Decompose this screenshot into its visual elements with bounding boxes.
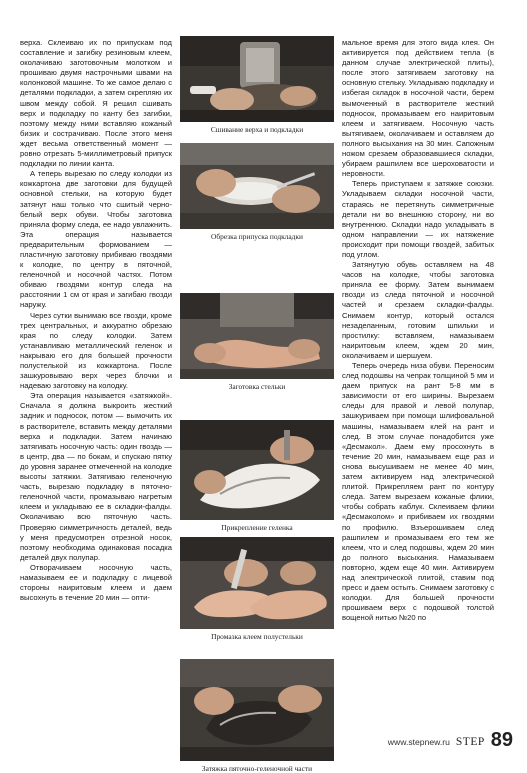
photo-trimming xyxy=(180,143,334,229)
photo-caption: Заготовка стельки xyxy=(228,382,286,391)
photo-caption: Сшивание верха и подкладки xyxy=(210,125,304,134)
photo-caption: Промазка клеем полустельки xyxy=(211,632,303,641)
magazine-brand: STEP xyxy=(455,736,485,748)
page-footer xyxy=(388,728,513,750)
paragraph: Теперь приступаем к затяжке союзки. Укладываем складки носочной части, стараясь не перетянуть симметричные детали ни во внешнюю сторону, ни во внутреннюю. Складки надо укладывать в одном направлении — их натяжение происходит при помощи гвоздей, забитых под углом. xyxy=(342,179,494,259)
photo-block-shank xyxy=(180,420,334,532)
website-link[interactable]: www.stepnew.ru xyxy=(387,737,450,747)
paragraph: мальное время для этого вида клея. Он активируется под действием тепла (в данном случае электрической плиты), после этого затягиваем заготовку на основную стельку. Укладываю подкладку и избегая складок в носочной части, берем вымоченный в растворителе жесткий подносок, промазываем его наиритовым клеем и затягиваем. Носочную часть вытягиваем, околачиваем и оставляем до полного высыхания на 30 мин. Сапожным ножом срезаем образовавшиеся складки, убираем рашпилем все шероховатости и неровности. xyxy=(342,38,494,179)
photo-stitching xyxy=(180,36,334,122)
photo-block-glue xyxy=(180,537,334,641)
photo-caption: Затяжка пяточно-геленочной части xyxy=(201,764,313,773)
page-number: 89 xyxy=(490,729,513,751)
photo-insole xyxy=(180,293,334,379)
paragraph: Эта операция называется «затяжкой». Сначала я должна выкроить жесткий задник и подносок, потом — вымочить их в растворителе, вставить между деталями верха и подкладки. Затем начинаю затягивать носочную часть: один гвоздь — в центр, два — по бокам, и спускаю пятку до уровня заранее отмеченной на колодке высоты затяжки. Затягиваю геленочную часть, вырезаю подкладку в пяточно-геленочной части, промазываю нагретым клеем и укладываю ее в складки-фалды. Околачиваю всю пяточную часть. Проверяю симметричность деталей, ведь у меня предусмотрен отрезной носок, поэтому необходима одинаковая посадка деталей двух полупар. xyxy=(20,391,172,562)
photo-block-insole xyxy=(180,293,334,391)
photo-block-trimming xyxy=(180,143,334,241)
text-column-right xyxy=(342,38,494,730)
photo-block-stitching xyxy=(180,36,334,134)
paragraph: Затянутую обувь оставляем на 48 часов на колодке, чтобы заготовка приняла ее форму. Затем вынимаем гвозди из следа пяточной и носочной частей и срезаем складки-фалды. Снимаем контур, который остался незаделанным, готовим шпильки и простилку: вставляем, намазываем наиритовым клеем, ждем 20 мин, околачиваем и шершуем. xyxy=(342,260,494,360)
paragraph: Теперь очередь низа обуви. Переносим след подошвы на чепрак толщиной 5 мм и даем припуск на рант 5-8 мм в зависимости от его ширины. Вырезаем следы для правой и левой полупар, зашкуриваем при помощи шлифовальной машины, намазываем клей на рант и след. В этом случае понадобится уже «Десмакол». Даем ему просохнуть в течение 20 мин, намазываем еще раз и снова высушиваем не менее 40 мин, затем активируем над электрической плитой. Прикрепляем рант по контуру следа. Затем вырезаем кожаные флики, чтобы собрать каблук. Склеиваем флики «Десмаколом» и прибиваем их гвоздями по профилю. Взъерошиваем след рашпилем и промазываем его тем же клеем, что и след подошвы, ждем 20 мин до полного высыхания. Намазываем повторно, ждем еще 40 мин. Активируем над электрической плитой, ставим под пресс и даем остыть. Снимаем заготовку с колодки. Для большей прочности прошиваем верх с подошвой толстой вощеной нитью №20 по xyxy=(342,361,494,623)
paragraph: Отворачиваем носочную часть, намазываем ее и подкладку с лицевой стороны наиритовым клеем и даем высохнуть в течение 20 мин — опти- xyxy=(20,562,172,603)
paragraph: верха. Склеиваю их по припускам под составление и загибку резиновым клеем, околачиваю заготовочным молотком и прошиваю двумя настрочными швами на колонковой машине. То же самое делаю с деталями подкладки, а затем скрепляю их швом между собой. Я решил сшивать верх и подкладку по канту без загибки, поэтому между ними вставляю кожаный бизик и сострачиваю. После этого меня ждет весьма ответственный момент — ровно отрезать 5-миллиметровый припуск подкладки по линии канта. xyxy=(20,38,172,169)
paragraph: А теперь вырезаю по следу колодки из кожкартона две заготовки для будущей основной стельки, на которую будет затянут наш только что сшитый черно-белый верх обуви. Чтобы заготовка приняла форму следа, ее надо увлажнить. Эта операция называется предварительным формованием — пластичную заготовку прибиваю гвоздями к колодке, по центру в пяточной, геленочной и носочной частях. Потом обиваю гвоздями контур следа на расстоянии 1 см от края и загибаю гвозди наружу. xyxy=(20,169,172,310)
photo-caption: Обрезка припуска подкладки xyxy=(211,232,303,241)
text-column-left xyxy=(20,38,172,730)
photo-block-lasting xyxy=(180,659,334,773)
photo-shank xyxy=(180,420,334,520)
paragraph: Через сутки вынимаю все гвозди, кроме трех центральных, и аккуратно обрезаю края по следу колодки. Затем устанавливаю металлический геленок и накрываю его для большей прочности полустелькой из кожкартона. После зашкуровываю верх через блочки и надеваю заготовку на колодку. xyxy=(20,310,172,391)
photo-caption: Прикрепление геленка xyxy=(221,523,293,532)
photo-lasting xyxy=(180,659,334,761)
photo-glue xyxy=(180,537,334,629)
